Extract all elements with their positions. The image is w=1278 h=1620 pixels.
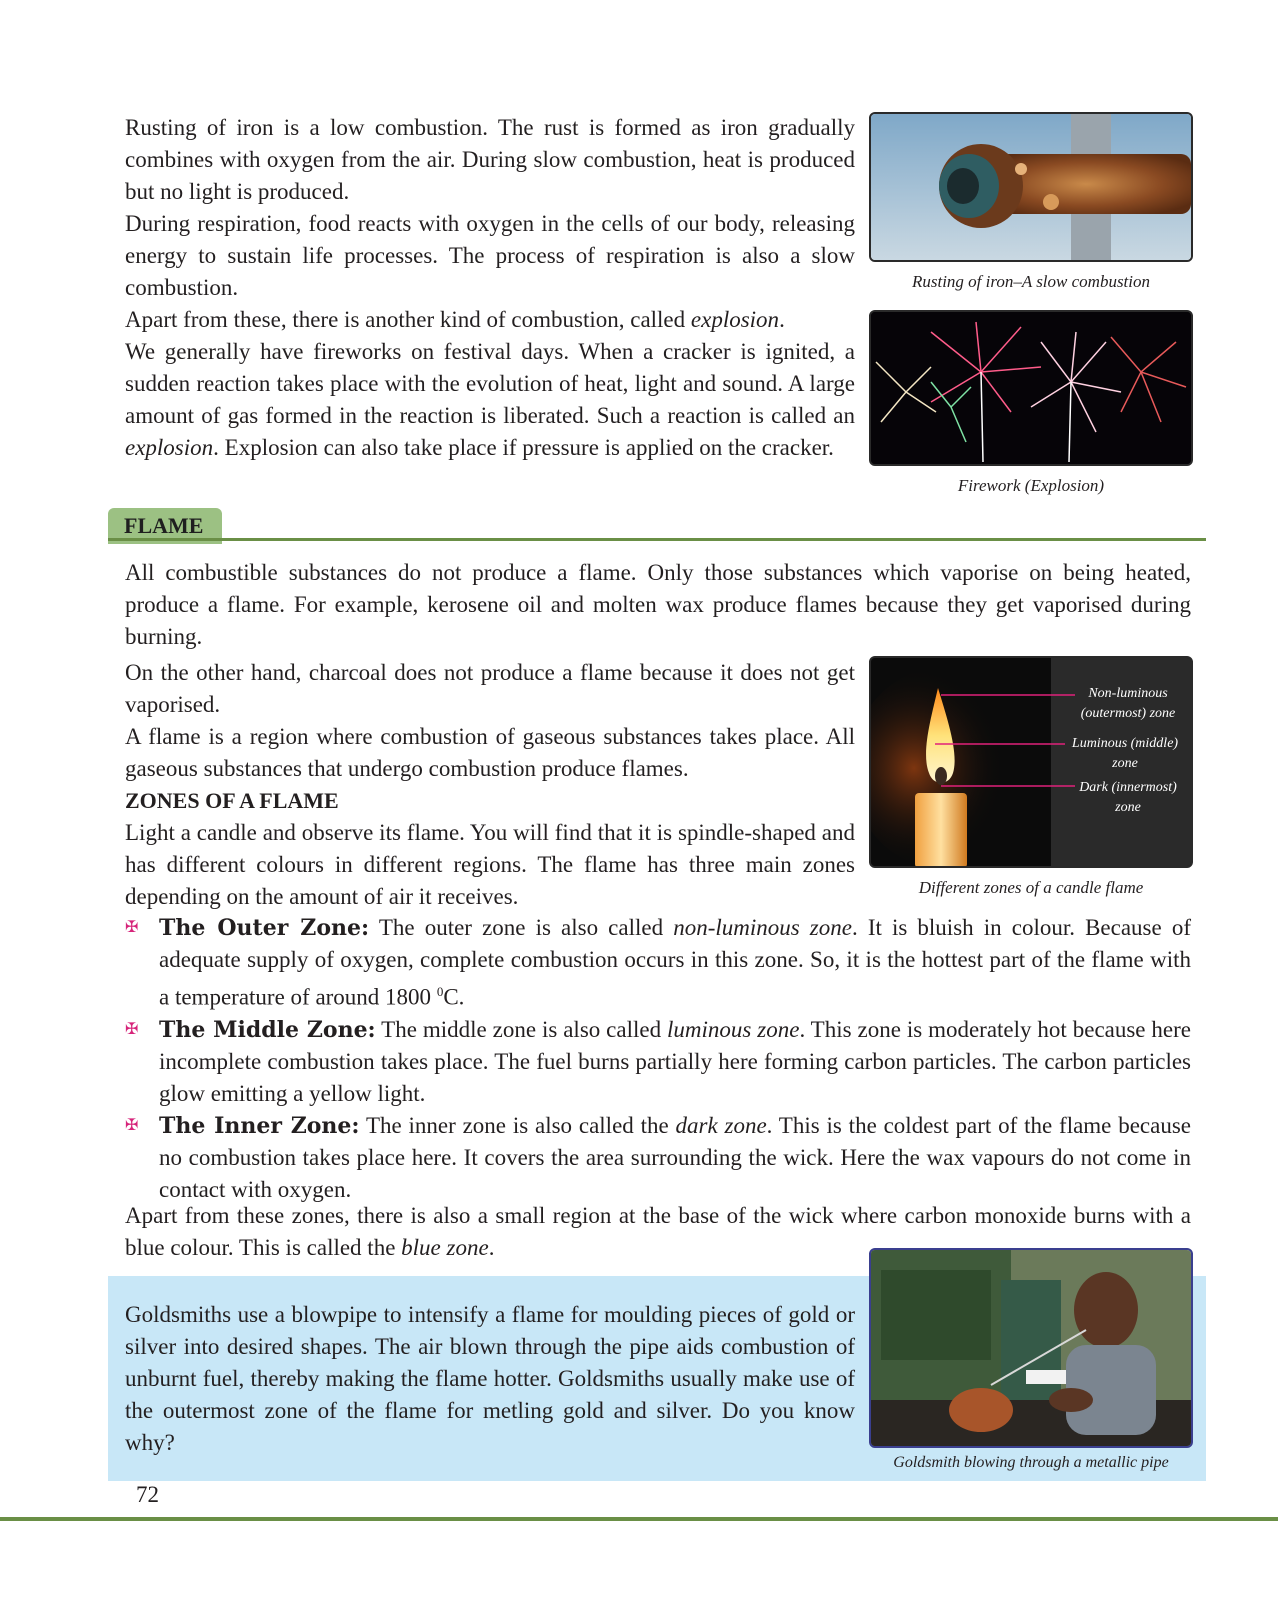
intro-paragraph-respiration: During respiration, food reacts with oxygen in the cells of our body, releasing energy to sustain life processes. The process of respiration is also a slow combustion. (125, 211, 855, 300)
zone-text: The outer zone is also called (369, 915, 674, 940)
zones-heading: ZONES OF A FLAME (125, 788, 339, 813)
firework-caption: Firework (Explosion) (957, 476, 1105, 495)
flame-paragraph-combustible: All combustible substances do not produce a flame. Only those substances which vaporise on being heated, produce a flame. For example, kerosene oil and molten wax produce flames because they get vaporised during burning. (125, 560, 1191, 649)
goldsmith-paragraph: Goldsmiths use a blowpipe to intensify a flame for moulding pieces of gold or silver into desired shapes. The air blown through the pipe aids combustion of unburnt fuel, thereby making the flame hotter. Goldsmiths usually make use of the outermost zone of the flame for metling gold and silver. Do you know why? (125, 1302, 855, 1455)
flame-heading: FLAME (108, 508, 222, 544)
intro-paragraph-fireworks: We generally have fireworks on festival days. When a cracker is ignited, a sudden reaction takes place with the evolution of heat, light and sound. A large amount of gas formed in the reaction is liberated. Such a reaction is called an explosion. Explosion can also take place if pressure is applied on the cracker. (125, 339, 855, 460)
zones-list (125, 912, 1191, 1206)
candle-caption: Different zones of a candle flame (918, 878, 1144, 897)
zone-text: The inner zone is also called the (359, 1112, 676, 1138)
candle-label-inner: Dark (innermost) zone (1079, 780, 1177, 815)
firework-illustration (871, 312, 1191, 464)
intro-paragraph-explosion: Apart from these, there is another kind of combustion, called explosion. (125, 307, 785, 332)
rusting-iron-photo (869, 112, 1193, 262)
bullet-cross-icon: ✠ (125, 1116, 139, 1134)
zone-term: non-luminous zone (673, 915, 852, 940)
zone-text: . This zone is moderately hot because here incomplete combustion takes place. The fuel burns partially here forming carbon particles. The carbon particles glow emitting a yellow light. (159, 1016, 1192, 1106)
page-number: 72 (136, 1482, 159, 1507)
rusty-pipe-illustration (871, 114, 1191, 260)
blue-zone-text: Apart from these zones, there is also a small region at the base of the wick where carbon monoxide burns with a blue colour. This is called the (125, 1203, 1191, 1260)
bullet-cross-icon: ✠ (125, 1020, 139, 1038)
flame-left-column (125, 657, 855, 913)
goldsmith-caption: Goldsmith blowing through a metallic pipe (893, 1454, 1169, 1471)
zone-item-middle (125, 1014, 1191, 1110)
candle-flame-photo (869, 656, 1193, 868)
intro-text (125, 112, 855, 464)
section-divider (108, 538, 1206, 541)
zone-text: . It is bluish in colour. Because of adequate supply of oxygen, complete combustion occurs in this zone. So, it is the hottest part of the flame with a temperature of around 1800 (159, 915, 1191, 1010)
firework-photo (869, 310, 1193, 466)
flame-paragraph-region: A flame is a region where combustion of gaseous substances takes place. All gaseous substances that undergo combustion produce flames. (125, 724, 855, 781)
zone-title-inner: The Inner Zone: (159, 1112, 360, 1139)
goldsmith-photo (869, 1248, 1193, 1448)
flame-paragraph-candle: Light a candle and observe its flame. You will find that it is spindle-shaped and has different colours in different regions. The flame has three main zones depending on the amount of air it receives. (125, 820, 855, 909)
blue-zone-text: . (488, 1235, 495, 1260)
rusting-caption: Rusting of iron–A slow combustion (911, 272, 1151, 291)
zone-term: dark zone (675, 1112, 767, 1138)
bullet-cross-icon: ✠ (125, 919, 139, 936)
degree-mark: 0 (436, 984, 444, 999)
zone-text: The middle zone is also called (375, 1016, 668, 1042)
zone-text: C. (443, 984, 465, 1010)
candle-label-outer: Non-luminous (outermost) zone (1080, 686, 1176, 721)
zone-text: . This is the coldest part of the flame because no combustion takes place here. It covers the area surrounding the wick. Here the wax vapours do not come in contact with oxygen. (159, 1112, 1191, 1202)
zone-title-middle: The Middle Zone: (159, 1016, 376, 1043)
goldsmith-illustration (871, 1250, 1191, 1446)
footer-divider (0, 1517, 1278, 1521)
blue-zone-term: blue zone (401, 1235, 489, 1260)
zone-item-outer (125, 912, 1191, 1014)
candle-label-middle: Luminous (middle) zone (1071, 736, 1179, 771)
intro-paragraph-rusting: Rusting of iron is a low combustion. The rust is formed as iron gradually combines with oxygen from the air. During slow combustion, heat is produced but no light is produced. (125, 115, 855, 204)
zone-item-inner (125, 1110, 1191, 1206)
zone-term: luminous zone (667, 1016, 800, 1042)
zone-title-outer: The Outer Zone: (159, 915, 370, 941)
flame-paragraph-charcoal: On the other hand, charcoal does not produce a flame because it does not get vaporised. (125, 660, 855, 717)
